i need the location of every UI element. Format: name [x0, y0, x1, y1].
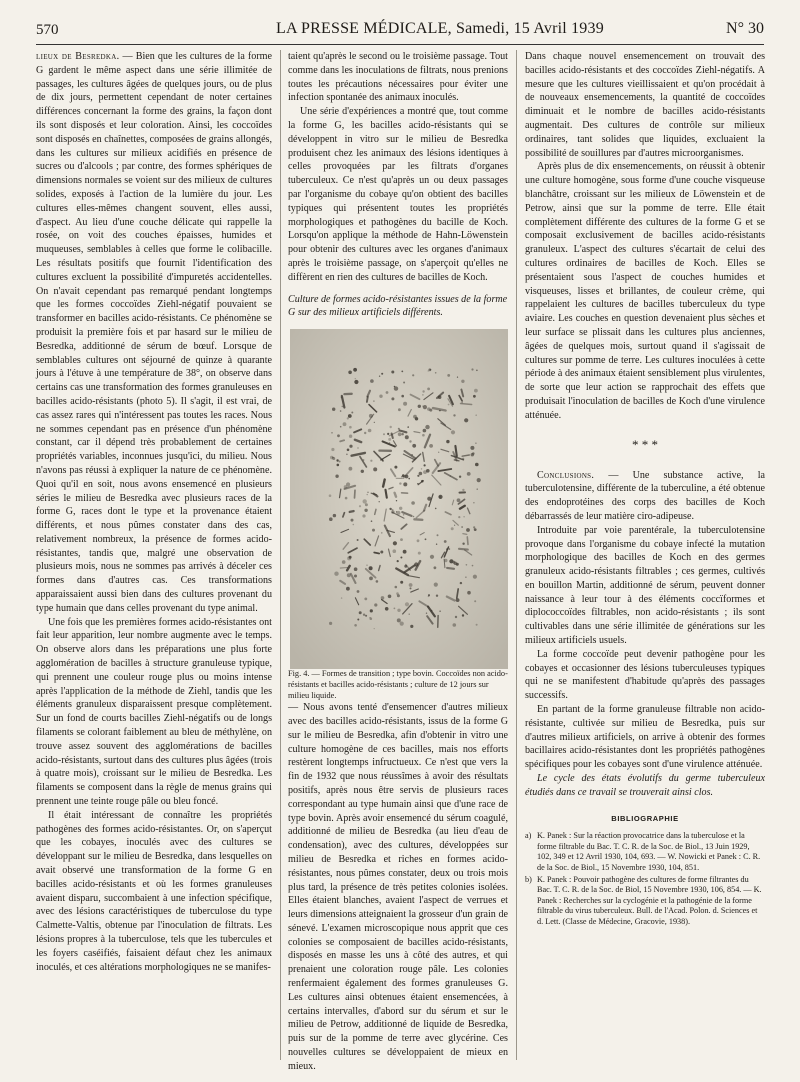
column-2 — [288, 50, 508, 1074]
page-header — [36, 18, 764, 45]
lead-in: lieux de Besredka. — [36, 51, 120, 62]
bibliography-title: BIBLIOGRAPHIE — [611, 813, 679, 823]
bibliography-text: K. Panek : Pouvoir pathogène des cultures de forme filtrantes du Bac. T. C. R. de la Soc. de Biol, 15 Novembre 1930, 106, 854. — K. Panek : Recherches sur la cyclogénie et la pathogénie de la forme filtrable du virus tuberculeux. Bull. de l'Acad. Polon. d. Sciences et d. Lett. (Classe de Médecine, Gracovie, 1938). — [537, 875, 762, 926]
section-separator: * * * — [632, 436, 658, 452]
page-number: 570 — [36, 22, 59, 38]
conclusions-label: Conclusions. — [537, 469, 595, 481]
column-divider — [516, 50, 517, 1060]
paragraph: Il était intéressant de connaître les propriétés pathogènes des formes acido-résistantes. Or, on s'aperçut que les cobayes, inoculés avec des cultures se développant sur le milieu de Besredka, dans lesquelles on avait observé une transformation de la forme G en bacilles acido-résistants et où les formes granuleuses avaient disparu, succombaient à une infection spécifique, avec des lésions caractéristiques de tuberculose du type Calmette-Valtis, obtenue par l'inoculation de filtrats. Les lésions propres à la tuberculose, tels que les tubercules et les foyers caséifiés, faisaient défaut chez les animaux inoculés, et ces altérations morphologiques ne se manifes- — [36, 809, 272, 973]
column-1 — [36, 50, 272, 974]
column-divider — [280, 50, 281, 1060]
column-3 — [525, 50, 765, 929]
paragraph: Introduite par voie parentérale, la tuberculotensine provoque dans l'organisme du cobaye infecté la mutation morphologique des bacilles de Koch en des germes granuleux acido-résistants filtrables ; ces germes, cultivés en bouillon Martin, additionné de sérum, peuvent donner naissance à leur tour à des éléments coccïformes et diplococcoïdes filtrables, non acido-résistants ; ils sont cultivables dans une série illimitée de générations sur les milieux artificiels usuels. — [525, 524, 765, 647]
paragraph — [36, 50, 272, 616]
paragraph — [525, 469, 765, 524]
bibliography-entry — [525, 831, 765, 873]
paragraph: La forme coccoïde peut devenir pathogène pour les cobayes et occasionner des lésions tuberculeuses typiques qui ne se manifestent d'habitude qu'après des passages successifs. — [525, 648, 765, 702]
bibliography-entry — [525, 875, 765, 927]
micrograph-image — [290, 329, 508, 669]
paragraph: En partant de la forme granuleuse filtrable non acido-résistante, cultivée sur milieu de Besredka, puis sur d'autres milieux artificiels, on arrive à obtenir des formes bacillaires acido-résistantes dont les propriétés pathogènes spécifiques pour les cobayes sont d'une virulence atténuée. — [525, 704, 765, 771]
paragraph: — Nous avons tenté d'ensemencer d'autres milieux avec des bacilles acido-résistants, issus de la forme G sur le milieu de Besredka, afin d'obtenir in vitro une culture homogène de ces bacilles, mais nos efforts restèrent longtemps infructueux. Ce n'est que vers la fin de 1932 que nous réussîmes à avoir des résultats positifs, après nous être servis de plusieurs races correspondant au type humain ainsi que d'une race de type bovin. Après avoir ensemencé du sérum coagulé, additionné de milieu de Besredka (au lieu d'eau de condensation), avec des cultures, développées sur milieu de Besredka et riches en formes acido-résistantes, nous pûmes constater, deux ou trois mois plus tard, la présence de très petites colonies isolées. Elles étaient blanches, avaient l'aspect de verrues et leurs dimensions atteignaient la grosseur d'un grain de sénevé. L'examen microscopique nous apprit que ces colonies se composaient de bacilles acido-résistants, disposés en masse les uns à côté des autres, et qui prenaient une coloration rouge pâle. Les colonies renfermaient également des formes granuleuses G. Les cultures ainsi obtenues étaient ensemencées, à certains intervalles, d'abord sur du sérum et sur le milieu de Petrow, additionné de liquide de Besredka, puis sur de la pomme de terre avec glycérine. Ces nouvelles cultures se développaient de mieux en mieux. — [288, 702, 508, 1072]
journal-title: LA PRESSE MÉDICALE, Samedi, 15 Avril 1939 — [276, 20, 604, 37]
paragraph: Une fois que les premières formes acido-résistantes ont fait leur apparition, leur nombre augmente avec le temps. On observe alors dans les préparations une plus forte agglomération de bacilles à structure granuleuse typique, qui prennent une couleur rouge plus ou moins intense après l'application de la méthode de Ziehl, tandis que les éléments granuleux disparaissent presque complètement. Sur un fond de courts bacilles Ziehl-négatifs ou de longs filaments se colorant faiblement au bleu de méthylène, on trouve assez souvent des agglomérations de bacilles acido-résistants, surtout dans des cultures plus âgées (trois à quatre mois), croissant sur le milieu de Besredka. Les filaments se composent dans la règle de menus grains qui prennent une teinte rouge pâle ou bleu foncé. — [36, 616, 272, 808]
paragraph: Le cycle des états évolutifs du germe tuberculeux étudiés dans ce travail se trouverait ainsi clos. — [525, 773, 765, 798]
paragraph: taient qu'après le second ou le troisième passage. Tout comme dans les inoculations de filtrats, nous prenions toutes les précautions nécessaires pour éviter une infection spontanée des animaux inoculés. — [288, 51, 508, 104]
issue-number: N° 30 — [726, 20, 764, 37]
paragraph: Dans chaque nouvel ensemencement on trouvait des bacilles acido-résistants et des coccoïdes Ziehl-négatifs. A mesure que les cultures vieillissaient et qu'on procédait à de nouveaux ensemencements, la quantité de coccoïdes diminuait et le nombre de bacilles acido-résistants augmentait. Des cultures de contrôle sur milieux ordinaires, tant solides que liquides, excluaient la possibilité de souillures par d'autres microorganismes. — [525, 51, 765, 159]
figure-caption: Fig. 4. — Formes de transition ; type bovin. Coccoïdes non acido-résistants et bacilles acido-résistants ; culture de 12 jours sur milieu liquide. — [288, 669, 508, 700]
section-title: Culture de formes acido-résistantes issues de la forme G sur des milieux artificiels différents. — [288, 293, 508, 318]
bibliography-label: b) — [525, 875, 532, 885]
micrograph-figure — [290, 329, 508, 669]
paragraph: Après plus de dix ensemencements, on réussit à obtenir une culture homogène, sous forme d'une couche visqueuse blanchâtre, croissant sur les milieux de Löwenstein et de Petrow, ainsi que sur la pomme de terre. Elle était complètement différente des cultures de la forme G et se composait exclusivement de bacilles acido-résistants granuleux. L'aspect des cultures s'écartait de celui des cultures ordinaires de bacilles de Koch. Elles se présentaient sous l'aspect de couches humides et visqueuses, lisses et brillantes, de couleur crème, qui rappelaient les cultures de bacilles tuberculeux du type aviaire. Les couches en question devenaient plus sèches et leur surface se plissait dans les cultures plus anciennes, âgées de quelques mois, surtout quand il s'agissait de cultures sur pomme de terre. Les cultures inoculées à cette période à des animaux étaient sensiblement plus virulentes, de sorte que leur action se rapprochait des effets que produisait l'inoculation de bacilles de Koch d'une virulence atténuée. — [525, 161, 765, 421]
paragraph-text: — Une substance active, la tuberculotensine, différente de la tuberculine, a été obtenue des endoprotéines des corps des bacilles de Koch débarrassés de leur matière ciro-adipeuse. — [525, 469, 765, 522]
paragraph: Une série d'expériences a montré que, tout comme la forme G, les bacilles acido-résistants qui se développent in vitro sur le milieu de Besredka produisent chez les animaux des lésions identiques à celles provoquées par les filtrats d'organes tuberculeux. Ce n'est qu'après un ou deux passages par l'organisme du cobaye qu'on obtient des bacilles typiques qui présentent toutes les propriétés morphologiques et pathogènes du bacille de Koch. Lorsqu'on applique la méthode de Hahn-Löwenstein pour obtenir des cultures avec les organes d'animaux après le troisième passage, on s'aperçoit qu'elles ne diffèrent en rien des cultures de bacilles de Koch. — [288, 106, 508, 283]
bibliography-label: a) — [525, 831, 532, 841]
paragraph-text: — Bien que les cultures de la forme G gardent le même aspect dans une série illimitée de passages, les cultures âgées de quelques jours, ou de plus de dix jours, permettent cependant de noter certaines différences concernant la forme des grains, la façon dont ils sont disposés et leur coloration. Ainsi, les coccoïdes sont disposés en chaînettes, composées de grains allongés, dans les cultures sur milieux acidifiés en présence de sucres ou d'alcools ; par contre, des formes sphériques de dimensions normales se voient sur des milieux de cultures solides, exposés à l'action de la lumière du jour. Les cultures elles-mêmes changent souvent, elles aussi, d'aspect. Au lieu d'une couche délicate qui rappelle la rosée, on voit des couches épaisses, humides et muqueuses, semblables à celles que forme le colibacille. Les résultats positifs que fournit l'identification des cultures excluent la possibilité d'impuretés accidentelles. On n'avait cependant pas remarqué pendant longtemps que les formes coccoïdes Ziehl-négatif pouvaient se transformer en bacilles acido-résistants. Ce phénomène se produisit la première fois et par hasard sur le milieu de Besredka, additionné de sérum de bœuf. Lorsque de semblables cultures ont séjourné de quinze à quarante jours à l'étuve à une température de 38°, on observe dans certains cas une transformation des formes granuleuses en bacilles acido-résistants (photo 5). Il s'agit, il est vrai, de cas assez rares qui n'intéressent pas toutes les races. Nous ne sommes cependant pas en présence d'un phénomène constant, car il dépend très probablement de certaines propriétés variables, inconnues jusqu'ici, du milieu. Nous n'avons pas réussi à expliquer la nature de ce phénomène. Quoi qu'il en soit, nous avons ensemencé en plusieurs séries le milieu de Besredka avec plusieurs races de la forme G, races dont le type et la provenance étaient différents, et nous pûmes constater dans des cas, relativement nombreux, la présence de formes acido-résistantes, tandis que, malgré une observation de plusieurs mois, nous ne sommes pas arrivés à déceler ces formes dans d'autres cas. Ces transformations apparaissaient aussi bien dans des cultures provenant du type humain que dans celles provenant du type animal. — [36, 51, 272, 614]
bibliography-text: K. Panek : Sur la réaction provocatrice dans la tuberculose et la forme filtrable du Bac. T. C. R. de la Soc. de Biol., 13 Juin 1929, 102, 349 et 12 Avril 1930, 104, 693. — W. Nowicki et Panek : C. R. de la Soc. de Biol., 15 Novembre 1930, 104, 851. — [537, 831, 761, 872]
